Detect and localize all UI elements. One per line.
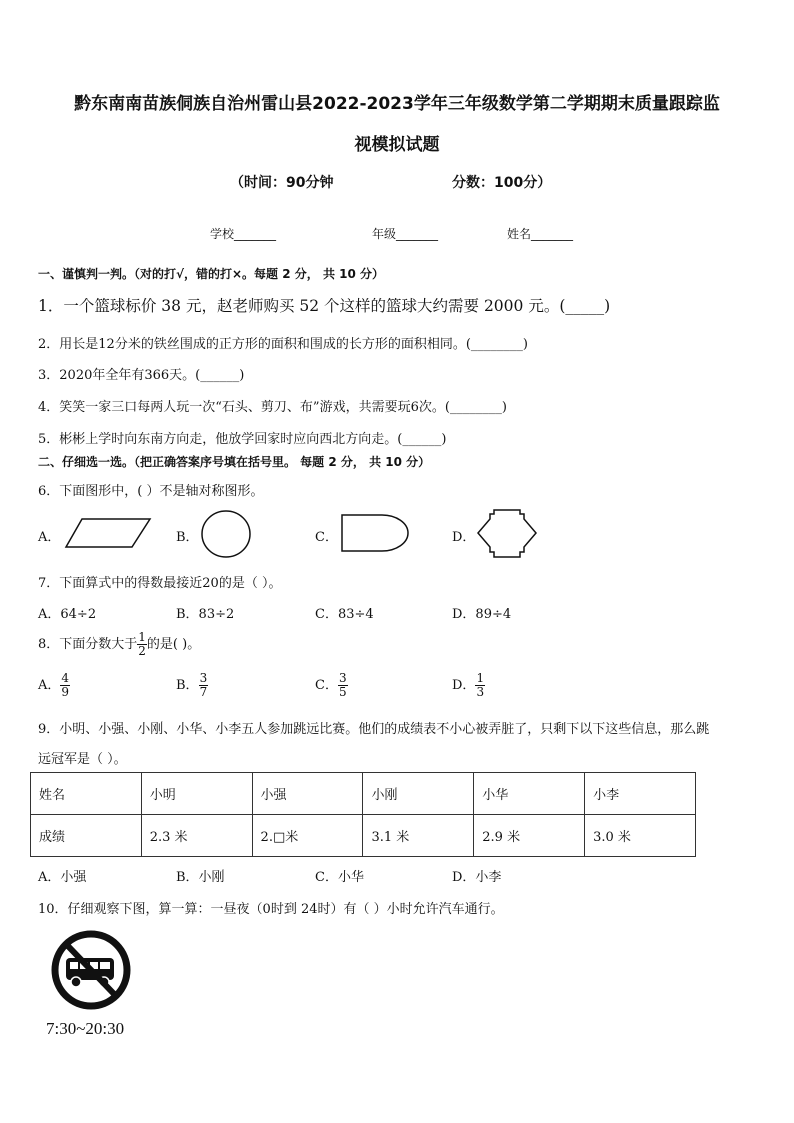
q8-frac-den: 2 xyxy=(138,644,146,658)
table-row xyxy=(31,773,696,815)
table-cell: 小强 xyxy=(252,773,363,815)
q8-text-before: 8．下面分数大于 xyxy=(38,637,138,652)
q8-option-d-den: 3 xyxy=(476,685,485,699)
q8-option-c xyxy=(315,672,348,699)
question-1: 1．一个篮球标价 38 元，赵老师购买 52 个这样的篮球大约需要 2000 元。(_____) xyxy=(38,297,611,315)
q7-option-c: C．83÷4 xyxy=(315,607,374,622)
exam-time: （时间：90分钟 xyxy=(230,175,334,191)
table-cell: 姓名 xyxy=(31,773,142,815)
q8-option-c-num: 3 xyxy=(338,671,347,685)
table-cell: 3.1 米 xyxy=(363,815,474,857)
question-7: 7．下面算式中的得数最接近20的是（ ）。 xyxy=(38,576,282,591)
question-9-line2: 远冠军是（ ）。 xyxy=(38,752,127,767)
table-cell: 2.□米 xyxy=(252,815,363,857)
sign-time-label: 7:30~20:30 xyxy=(46,1019,125,1038)
table-cell: 小李 xyxy=(585,773,696,815)
table-cell: 2.9 米 xyxy=(474,815,585,857)
school-field: 学校_______ xyxy=(210,227,277,241)
q8-option-c-label: C． xyxy=(315,678,338,693)
section-heading-judge: 一、谨慎判一判。（对的打√，错的打×。每题 2 分， 共 10 分） xyxy=(38,267,384,281)
grade-field: 年级_______ xyxy=(372,227,439,241)
table-cell: 小华 xyxy=(474,773,585,815)
q8-option-a-num: 4 xyxy=(61,671,70,685)
q8-option-c-den: 5 xyxy=(338,685,347,699)
section-heading-choice: 二、仔细选一选。（把正确答案序号填在括号里。 每题 2 分， 共 10 分） xyxy=(38,455,431,469)
q8-option-d xyxy=(452,672,485,699)
question-5: 5．彬彬上学时向东南方向走，他放学回家时应向西北方向走。(______) xyxy=(38,432,447,447)
table-cell: 小明 xyxy=(141,773,252,815)
q8-option-a xyxy=(38,672,70,699)
page-title-cont: 视模拟试题 xyxy=(354,135,440,155)
q7-option-a: A．64÷2 xyxy=(38,607,97,622)
q8-option-d-fraction xyxy=(475,672,485,699)
table-cell: 2.3 米 xyxy=(141,815,252,857)
page-title: 黔东南南苗族侗族自治州雷山县2022-2023学年三年级数学第二学期期末质量跟踪监 xyxy=(74,94,720,114)
question-6: 6．下面图形中，( ）不是轴对称图形。 xyxy=(38,484,264,499)
arch-shape xyxy=(340,513,410,553)
q8-option-a-den: 9 xyxy=(61,685,70,699)
q6-option-a-label: A． xyxy=(38,530,61,545)
parallelogram-shape xyxy=(64,516,152,550)
question-3: 3．2020年全年有366天。(______) xyxy=(38,368,245,383)
question-4: 4．笑笑一家三口每两人玩一次“石头、剪刀、布”游戏，共需要玩6次。(________) xyxy=(38,400,507,415)
name-field: 姓名_______ xyxy=(507,227,574,241)
q8-option-b-label: B． xyxy=(176,678,199,693)
question-9-line1: 9．小明、小强、小刚、小华、小李五人参加跳远比赛。他们的成绩表不小心被弄脏了，只剩下以下这些信息，那么跳 xyxy=(38,722,710,737)
q8-option-b-den: 7 xyxy=(199,685,208,699)
no-bus-sign-icon xyxy=(50,922,132,1016)
q9-option-d: D．小李 xyxy=(452,870,502,885)
table-cell: 成绩 xyxy=(31,815,142,857)
q9-option-b: B．小刚 xyxy=(176,870,225,885)
exam-score: 分数：100分） xyxy=(452,175,552,191)
table-row xyxy=(31,815,696,857)
q8-option-c-fraction xyxy=(338,672,348,699)
q8-option-d-num: 1 xyxy=(476,671,485,685)
cross-arrows-shape xyxy=(474,508,540,560)
q6-option-b-label: B． xyxy=(176,530,199,545)
q9-option-c: C．小华 xyxy=(315,870,364,885)
question-8 xyxy=(38,631,200,658)
q7-option-d: D．89÷4 xyxy=(452,607,512,622)
q8-frac-num: 1 xyxy=(138,630,146,644)
q8-option-a-label: A． xyxy=(38,678,61,693)
question-10: 10．仔细观察下图，算一算：一昼夜（0时到 24时）有（ ）小时允许汽车通行。 xyxy=(38,902,504,917)
table-cell: 小刚 xyxy=(363,773,474,815)
table-cell: 3.0 米 xyxy=(585,815,696,857)
circle-shape xyxy=(200,509,254,559)
q8-text-after: 的是( )。 xyxy=(146,637,201,652)
question-2: 2．用长是12分米的铁丝围成的正方形的面积和围成的长方形的面积相同。(________) xyxy=(38,337,528,352)
score-table xyxy=(30,772,696,857)
q8-option-d-label: D． xyxy=(452,678,476,693)
q8-option-b-num: 3 xyxy=(199,671,208,685)
q8-option-b xyxy=(176,672,208,699)
q9-option-a: A．小强 xyxy=(38,870,87,885)
q8-option-b-fraction xyxy=(199,672,209,699)
q8-option-a-fraction xyxy=(60,672,70,699)
q7-option-b: B．83÷2 xyxy=(176,607,235,622)
q6-option-d-label: D． xyxy=(452,530,476,545)
q6-option-c-label: C． xyxy=(315,530,338,545)
q8-fraction xyxy=(137,631,147,658)
